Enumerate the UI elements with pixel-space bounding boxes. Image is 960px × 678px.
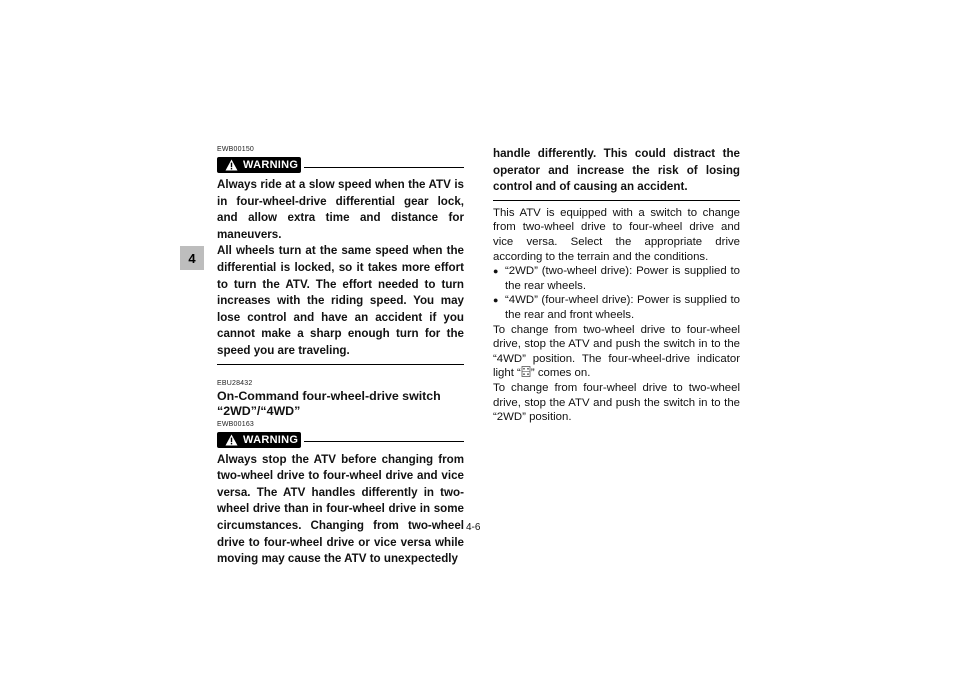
warning-code: EWB00150 <box>217 146 255 153</box>
warning-badge <box>217 432 301 448</box>
warning-end-rule <box>217 364 464 365</box>
warning-continued <box>493 146 740 196</box>
chapter-tab: 4 <box>180 246 204 270</box>
page-number: 4-6 <box>466 522 481 533</box>
bullet-icon: ● <box>493 295 499 306</box>
list-item-text: “2WD” (two-wheel drive): Power is supplied to the rear wheels. <box>505 265 740 292</box>
warning-rule <box>304 441 464 442</box>
warning-paragraph: handle differently. This could distract the operator and increase the risk of losing control and of causing an accident. <box>493 147 740 194</box>
paragraph-text: ” comes on. <box>530 367 591 380</box>
body-text <box>493 206 740 425</box>
warning-paragraph: Always stop the ATV before changing from two-wheel drive to four-wheel drive and vice versa. The ATV handles differently in two-wheel drive than in four-wheel drive in some circumstances. Changing from two-wheel drive to four-wheel drive or vice versa while moving may cause the ATV to unexpectedly <box>217 452 464 566</box>
paragraph-4wd <box>493 323 740 381</box>
warning-code: EWB00163 <box>217 420 255 428</box>
left-column <box>217 146 464 568</box>
warning-label: WARNING <box>243 433 299 446</box>
section-title <box>217 389 464 419</box>
paragraph-2wd: To change from four-wheel drive to two-wheel drive, stop the ATV and push the switch in to the “2WD” position. <box>493 381 740 424</box>
four-wheel-drive-indicator-icon <box>521 366 531 377</box>
warning-paragraph: All wheels turn at the same speed when the differential is locked, so it takes more effort to turn the ATV. The effort needed to turn increases with the riding speed. You may lose control and have an accident if you cannot make a sharp enough turn for the speed you are traveling. <box>217 244 464 357</box>
paragraph-text: To change from two-wheel drive to four-wheel drive, stop the ATV and push the switch in to the “4WD” position. The four-wheel-drive indicator light “ <box>493 323 740 380</box>
warning-triangle-icon <box>225 434 238 446</box>
intro-paragraph: This ATV is equipped with a switch to change from two-wheel drive to four-wheel drive and vice versa. Select the appropriate drive according to the terrain and the conditions. <box>493 206 740 263</box>
list-item-text: “4WD” (four-wheel drive): Power is supplied to the rear and front wheels. <box>505 294 740 321</box>
warning-label: WARNING <box>243 159 299 171</box>
warning-end-rule <box>493 200 740 201</box>
warning-header <box>217 431 464 449</box>
section-title-line: “2WD”/“4WD” <box>217 403 301 418</box>
warning-text <box>217 177 464 360</box>
warning-rule <box>304 167 464 168</box>
warning-text <box>217 452 464 568</box>
section-code: EBU28432 <box>217 379 253 387</box>
warning-badge <box>217 157 301 173</box>
section-title-line: On-Command four-wheel-drive switch <box>217 388 441 403</box>
right-column <box>493 146 740 425</box>
warning-triangle-icon <box>225 159 238 171</box>
list-item <box>493 293 740 322</box>
warning-header <box>217 156 464 174</box>
warning-paragraph: Always ride at a slow speed when the ATV is in four-wheel-drive differential gear lock, and allow extra time and distance for maneuvers. <box>217 178 464 241</box>
list-item <box>493 264 740 293</box>
bullet-icon: ● <box>493 266 499 277</box>
